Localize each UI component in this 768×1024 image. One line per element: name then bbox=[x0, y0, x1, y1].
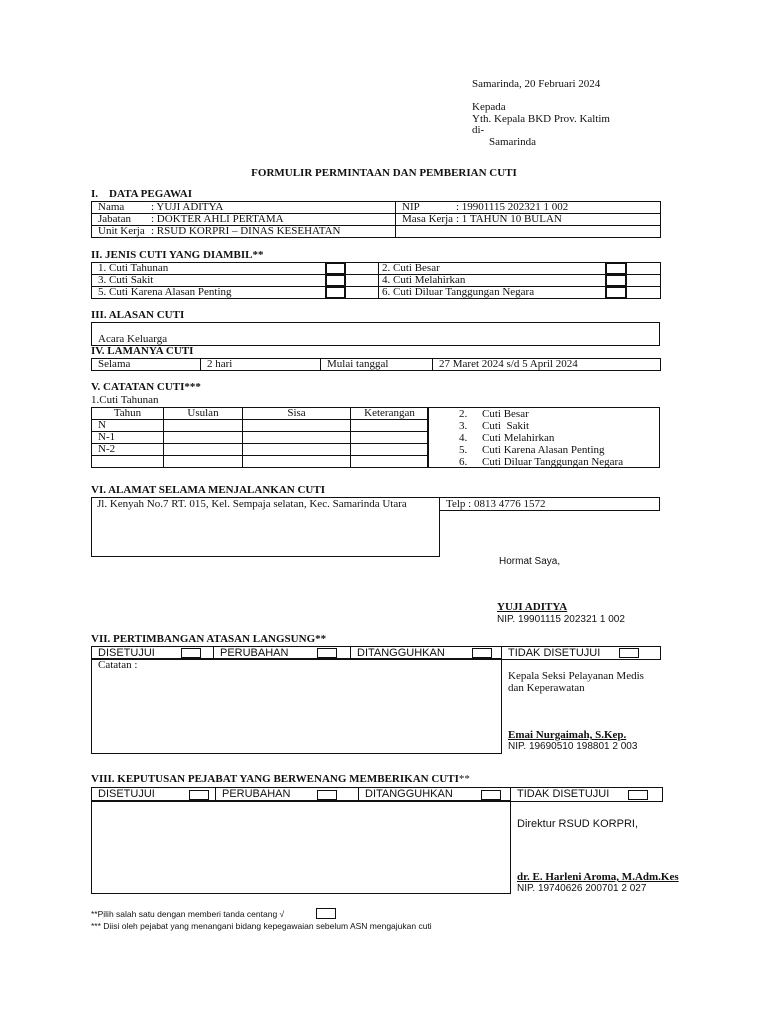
empty-cell bbox=[627, 275, 661, 287]
item-label: Cuti Karena Alasan Penting bbox=[482, 444, 605, 456]
option-cell bbox=[502, 647, 661, 660]
year-cell: N-1 bbox=[92, 432, 164, 444]
nip-label: NIP bbox=[402, 201, 420, 213]
phone-text: Telp : 0813 4776 1572 bbox=[446, 498, 546, 510]
nip-cell bbox=[396, 202, 661, 214]
option-label: TIDAK DISETUJUI bbox=[508, 646, 601, 659]
start-date-label: Mulai tanggal bbox=[321, 359, 433, 371]
empty-cell bbox=[164, 444, 243, 456]
addressee: Yth. Kepala BKD Prov. Kaltim bbox=[472, 113, 610, 125]
table-row bbox=[92, 444, 429, 456]
duration-days: 2 hari bbox=[201, 359, 321, 371]
place-date: Samarinda, 20 Februari 2024 bbox=[472, 78, 601, 90]
table-row bbox=[92, 263, 661, 275]
section-heading-employee: DATA PEGAWAI bbox=[109, 188, 193, 200]
list-item bbox=[428, 432, 659, 444]
option-postponed bbox=[365, 789, 510, 800]
name-cell bbox=[92, 202, 396, 214]
table-row bbox=[92, 202, 661, 214]
section-heading-duration: IV. LAMANYA CUTI bbox=[91, 345, 194, 357]
option-label: DITANGGUHKAN bbox=[357, 646, 445, 659]
item-number: 2. bbox=[459, 408, 468, 420]
list-item bbox=[428, 420, 659, 432]
authority-title: Direktur RSUD KORPRI, bbox=[517, 818, 639, 830]
column-header: Usulan bbox=[164, 408, 243, 420]
position-value: : DOKTER AHLI PERTAMA bbox=[151, 213, 284, 225]
leave-type-option: 2. Cuti Besar bbox=[379, 263, 606, 275]
option-label: DISETUJUI bbox=[98, 788, 155, 800]
empty-cell bbox=[351, 432, 429, 444]
checkbox[interactable] bbox=[606, 275, 626, 286]
table-row bbox=[92, 226, 661, 238]
table-row bbox=[92, 287, 661, 299]
option-postponed bbox=[357, 648, 501, 659]
notes-label: Catatan : bbox=[98, 659, 138, 671]
option-label: DISETUJUI bbox=[98, 646, 155, 659]
empty-cell bbox=[243, 444, 351, 456]
supervisor-nip: NIP. 19690510 198801 2 003 bbox=[508, 741, 638, 752]
position-label: Jabatan bbox=[98, 213, 131, 225]
table-row bbox=[92, 359, 661, 371]
checkbox[interactable] bbox=[326, 263, 345, 274]
checkbox[interactable] bbox=[189, 790, 209, 800]
checkbox-cell bbox=[326, 275, 346, 287]
empty-cell bbox=[346, 287, 379, 299]
option-changed bbox=[222, 789, 358, 800]
empty-cell bbox=[243, 432, 351, 444]
checkbox[interactable] bbox=[181, 648, 201, 658]
item-label: Cuti Diluar Tanggungan Negara bbox=[482, 456, 624, 468]
table-row bbox=[92, 214, 661, 226]
applicant-name: YUJI ADITYA bbox=[497, 601, 568, 613]
employee-data-table bbox=[91, 201, 661, 238]
authority-nip: NIP. 19740626 200701 2 027 bbox=[517, 883, 647, 894]
option-label: PERUBAHAN bbox=[220, 646, 289, 659]
table-row bbox=[92, 432, 429, 444]
annual-leave-table bbox=[91, 407, 429, 468]
authority-notes-box bbox=[91, 800, 511, 894]
footnote-checkmark: **Pilih salah satu dengan memberi tanda centang √ bbox=[91, 909, 285, 919]
table-row bbox=[92, 275, 661, 287]
checkbox[interactable] bbox=[606, 287, 626, 298]
unit-cell bbox=[92, 226, 396, 238]
checkbox-cell bbox=[326, 287, 346, 299]
heading-mark: ** bbox=[458, 773, 470, 785]
checkbox[interactable] bbox=[628, 790, 648, 800]
reason-box bbox=[91, 322, 660, 346]
item-number: 6. bbox=[459, 456, 468, 468]
empty-cell bbox=[351, 444, 429, 456]
checkbox-sample bbox=[316, 908, 336, 919]
leave-type-option: 4. Cuti Melahirkan bbox=[379, 275, 606, 287]
checkbox-cell bbox=[606, 263, 627, 275]
tenure-cell bbox=[396, 214, 661, 226]
empty-cell bbox=[164, 456, 243, 468]
nip-value: : 19901115 202321 1 002 bbox=[456, 201, 569, 213]
tenure-label: Masa Kerja bbox=[402, 213, 454, 225]
authority-name: dr. E. Harleni Aroma, M.Adm.Kes bbox=[517, 871, 679, 883]
other-leave-list bbox=[427, 407, 660, 468]
item-label: Cuti Sakit bbox=[482, 420, 530, 432]
column-header: Tahun bbox=[92, 408, 164, 420]
leave-type-table bbox=[91, 262, 661, 299]
section-heading-address: VI. ALAMAT SELAMA MENJALANKAN CUTI bbox=[91, 484, 325, 496]
addressee-at: di- bbox=[472, 124, 485, 136]
option-label: PERUBAHAN bbox=[222, 788, 291, 800]
section-heading-reason: III. ALASAN CUTI bbox=[91, 309, 185, 321]
item-label: Cuti Melahirkan bbox=[482, 432, 555, 444]
item-number: 4. bbox=[459, 432, 468, 444]
supervisor-name: Emai Nurgaimah, S.Kep. bbox=[508, 729, 627, 741]
list-item bbox=[428, 444, 659, 456]
item-label: Cuti Besar bbox=[482, 408, 529, 420]
empty-cell bbox=[346, 275, 379, 287]
leave-type-option: 1. Cuti Tahunan bbox=[92, 263, 326, 275]
annual-leave-subheading: 1.Cuti Tahunan bbox=[91, 394, 159, 406]
column-header: Sisa bbox=[243, 408, 351, 420]
reason-text: Acara Keluarga bbox=[98, 333, 168, 345]
option-label: DITANGGUHKAN bbox=[365, 788, 453, 800]
tenure-value: : 1 TAHUN 10 BULAN bbox=[456, 213, 562, 225]
addressee-city: Samarinda bbox=[489, 136, 537, 148]
item-number: 3. bbox=[459, 420, 468, 432]
checkbox[interactable] bbox=[326, 287, 345, 298]
column-header: Keterangan bbox=[351, 408, 429, 420]
section-heading-leave-type: II. JENIS CUTI YANG DIAMBIL** bbox=[91, 249, 264, 261]
table-row bbox=[92, 456, 429, 468]
duration-label: Selama bbox=[92, 359, 201, 371]
checkbox-cell bbox=[606, 275, 627, 287]
list-item bbox=[428, 456, 659, 468]
option-approved bbox=[98, 789, 215, 800]
address-text: Jl. Kenyah No.7 RT. 015, Kel. Sempaja selatan, Kec. Samarinda Utara bbox=[97, 498, 407, 510]
unit-value: : RSUD KORPRI – DINAS KESEHATAN bbox=[151, 225, 341, 237]
duration-table bbox=[91, 358, 661, 371]
leave-type-option: 5. Cuti Karena Alasan Penting bbox=[92, 287, 326, 299]
name-value: : YUJI ADITYA bbox=[151, 201, 224, 213]
empty-cell bbox=[627, 263, 661, 275]
option-rejected bbox=[508, 648, 660, 659]
empty-cell bbox=[243, 420, 351, 432]
leave-period: 27 Maret 2024 s/d 5 April 2024 bbox=[433, 359, 661, 371]
empty-cell bbox=[627, 287, 661, 299]
heading-text: VIII. KEPUTUSAN PEJABAT YANG BERWENANG MEMBERIKAN CUTI bbox=[91, 773, 459, 785]
table-header-row bbox=[92, 408, 429, 420]
year-cell: N-2 bbox=[92, 444, 164, 456]
name-label: Nama bbox=[98, 201, 125, 213]
supervisor-notes-box bbox=[91, 658, 502, 754]
to-label: Kepada bbox=[472, 101, 506, 113]
leave-type-option: 3. Cuti Sakit bbox=[92, 275, 326, 287]
empty-cell bbox=[396, 226, 661, 238]
checkbox[interactable] bbox=[326, 275, 345, 286]
checkbox-cell bbox=[606, 287, 627, 299]
applicant-nip: NIP. 19901115 202321 1 002 bbox=[497, 614, 625, 625]
section-heading-leave-notes: V. CATATAN CUTI*** bbox=[91, 381, 201, 393]
option-approved bbox=[98, 648, 213, 659]
list-item bbox=[428, 408, 659, 420]
option-changed bbox=[220, 648, 350, 659]
empty-cell bbox=[92, 456, 164, 468]
leave-type-option: 6. Cuti Diluar Tanggungan Negara bbox=[379, 287, 606, 299]
section-heading-supervisor: VII. PERTIMBANGAN ATASAN LANGSUNG** bbox=[91, 633, 327, 645]
form-title: FORMULIR PERMINTAAN DAN PEMBERIAN CUTI bbox=[251, 167, 517, 179]
unit-label: Unit Kerja bbox=[98, 225, 145, 237]
empty-cell bbox=[351, 420, 429, 432]
empty-cell bbox=[351, 456, 429, 468]
item-number: 5. bbox=[459, 444, 468, 456]
table-row bbox=[92, 420, 429, 432]
footnote-filled-by: *** Diisi oleh pejabat yang menangani bidang kepegawaian sebelum ASN mengajukan cuti bbox=[91, 921, 432, 931]
checkbox[interactable] bbox=[606, 263, 626, 274]
option-cell bbox=[511, 788, 663, 802]
option-rejected bbox=[517, 789, 662, 800]
year-cell: N bbox=[92, 420, 164, 432]
section-number: I. bbox=[91, 188, 99, 200]
checkbox[interactable] bbox=[317, 648, 337, 658]
empty-cell bbox=[164, 432, 243, 444]
checkbox[interactable] bbox=[317, 790, 337, 800]
empty-cell bbox=[346, 263, 379, 275]
supervisor-title: Kepala Seksi Pelayanan Medis dan Keperawatan bbox=[508, 670, 644, 694]
empty-cell bbox=[243, 456, 351, 468]
checkbox[interactable] bbox=[481, 790, 501, 800]
checkbox[interactable] bbox=[472, 648, 492, 658]
position-cell bbox=[92, 214, 396, 226]
empty-cell bbox=[164, 420, 243, 432]
closing-greeting: Hormat Saya, bbox=[499, 556, 561, 567]
checkbox-cell bbox=[326, 263, 346, 275]
option-label: TIDAK DISETUJUI bbox=[517, 788, 610, 800]
section-heading-authority bbox=[91, 773, 470, 785]
checkbox[interactable] bbox=[619, 648, 639, 658]
